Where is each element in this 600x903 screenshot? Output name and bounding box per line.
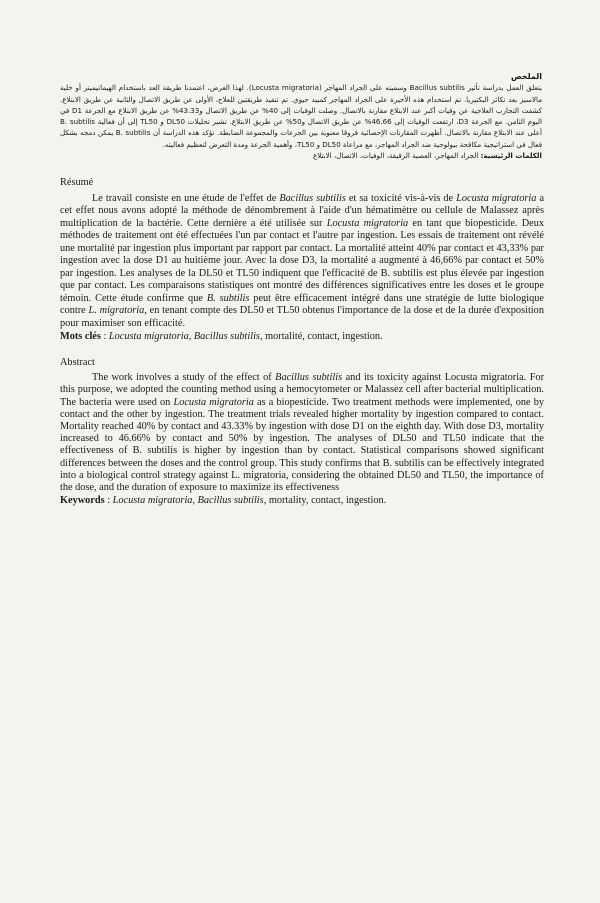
species-name: Locusta migratoria [456, 192, 537, 204]
species-name: Bacillus subtilis [279, 192, 346, 204]
text-run: Le travail consiste en une étude de l'effet de [92, 192, 280, 204]
french-keywords-label: Mots clés [60, 331, 101, 342]
text-run: en tant que biopesticide. Deux méthodes de traitement ont été effectuées l'un par contact et l'autre par ingestion. Les essais de traitement ont révélé une mortalité par ingestion plus important par rapport par contact. La mortalité atteint 40% par contact et 43,33% par ingestion avec la dose D1 au huitième jour. Avec la dose D3, la mortalité a augmenté à 46,66% par contact et 50% par ingestion. Les analyses de la DL50 et TL50 indiquent que l'efficacité de B. subtilis est plus élevée par ingestion que par contact. Les comparaisons statistiques ont montré des différences significatives entre les doses et le groupe témoin. Cette étude confirme que [60, 217, 545, 304]
text-run: a cet effet nous avons adopté la méthode de dénombrement à l'aide d'un hématimètre ou cellule de Malassez après multiplication de la bactérie. Cette dernière a été utilisée sur [60, 192, 545, 229]
separator: : [104, 495, 113, 507]
english-heading: Abstract [60, 357, 95, 368]
english-paragraph [60, 372, 544, 494]
text-run: and its toxicity against Locusta migratoria. For this purpose, we adopted the counting method using a hemocytometer or Malassez cell after bacterial multiplication. The bacteria were used on [60, 372, 545, 408]
arabic-keywords-label: الكلمات الرئيسية: [480, 151, 542, 161]
species-name: B. subtilis [206, 292, 250, 304]
arabic-keywords [60, 150, 542, 161]
text-run: et sa toxicité vis-à-vis de [345, 192, 457, 204]
english-keywords-label: Keywords [60, 495, 105, 507]
french-keywords-rest: , mortalité, contact, ingestion. [259, 331, 383, 342]
text-run: as a biopesticide. Two treatment methods were implemented, one by contact and the other by ingestion. The treatment trials revealed higher mortality by ingestion compared to contact. Mortality reached 40% by contact and 43.33% by ingestion with dose D1 on the eighth day. With dose D3, mortality increased to 46.66% by contact and 50% by ingestion. The analyses of DL50 and TL50 indicate that the effectiveness of B. subtilis is higher by ingestion than by contact. Statistical comparisons showed significant differences between the doses and the control group. This study confirms that B. subtilis can be effectively integrated into a biological control strategy against L. migratoria, considering the obtained DL50 and TL50, the importance of the dose, and the duration of exposure to maximize its effectiveness [60, 396, 545, 494]
text-run: peut être efficacement intégré dans une stratégie de lutte biologique contre [60, 292, 544, 316]
french-paragraph [60, 193, 544, 331]
text-run: , en tenant compte des DL50 et TL50 obtenus l'importance de la dose et de la durée d'exposition pour maximiser son efficacité. [60, 305, 544, 329]
english-keywords-species: Locusta migratoria, Bacillus subtilis [112, 495, 264, 507]
species-name: Bacillus subtilis [275, 372, 343, 384]
french-keywords [60, 331, 544, 344]
arabic-keywords-text: الجراد المهاجر، العصية الرقيقة، الوفيات، الاتصال، الابتلاع [313, 151, 479, 161]
french-abstract [60, 177, 544, 344]
arabic-abstract [60, 71, 542, 161]
arabic-paragraph: يتعلق العمل بدراسة تأثير Bacillus subtilis وسميته على الجراد المهاجر (Locusta migratoria). لهذا الغرض، اعتمدنا طريقة العد باستخدام الهيماتيميتر أو خلية مالاسيز بعد تكاثر البكتيريا. تم استخدام هذه الأخيرة على الجراد المهاجر كمبيد حيوي. تم تنفيذ طريقتين للعلاج، الأولى عن طريق الاتصال والثانية عن طريق الابتلاع. كشفت التجارب العلاجية عن وفيات أكبر عند الابتلاع مقارنة بالاتصال. وصلت الوفيات إلى 40% عن طريق الاتصال و43.33% عن طريق الابتلاع مع الجرعة D1 في اليوم الثامن. مع الجرعة D3، ارتفعت الوفيات إلى 46.66% عن طريق الاتصال و50% عن طريق الابتلاع. تشير تحليلات DL50 و TL50 إلى أن فعالية B. subtilis أعلى عند الابتلاع مقارنة بالاتصال. أظهرت المقارنات الإحصائية فروقا معنوية بين الجرعات والمجموعة الضابطة. تؤكد هذه الدراسة أن B. subtilis يمكن دمجه بشكل فعال في استراتيجية مكافحة بيولوجية ضد الجراد المهاجر، مع مراعاة DL50 و TL50، وأهمية الجرعة ومدة التعرض لتعظيم فعاليته. [60, 83, 543, 149]
english-keywords [60, 495, 544, 507]
species-name: Locusta migratoria [326, 217, 409, 229]
arabic-heading: الملخص [510, 72, 542, 81]
french-heading: Résumé [60, 177, 94, 188]
species-name: Locusta migratoria [173, 396, 254, 408]
text-run: The work involves a study of the effect of [92, 372, 276, 384]
separator: : [100, 331, 109, 342]
species-name: L. migratoria [88, 305, 145, 316]
french-keywords-species: Locusta migratoria, Bacillus subtilis [108, 331, 260, 342]
english-abstract [60, 357, 544, 507]
english-keywords-rest: , mortality, contact, ingestion. [263, 495, 387, 507]
